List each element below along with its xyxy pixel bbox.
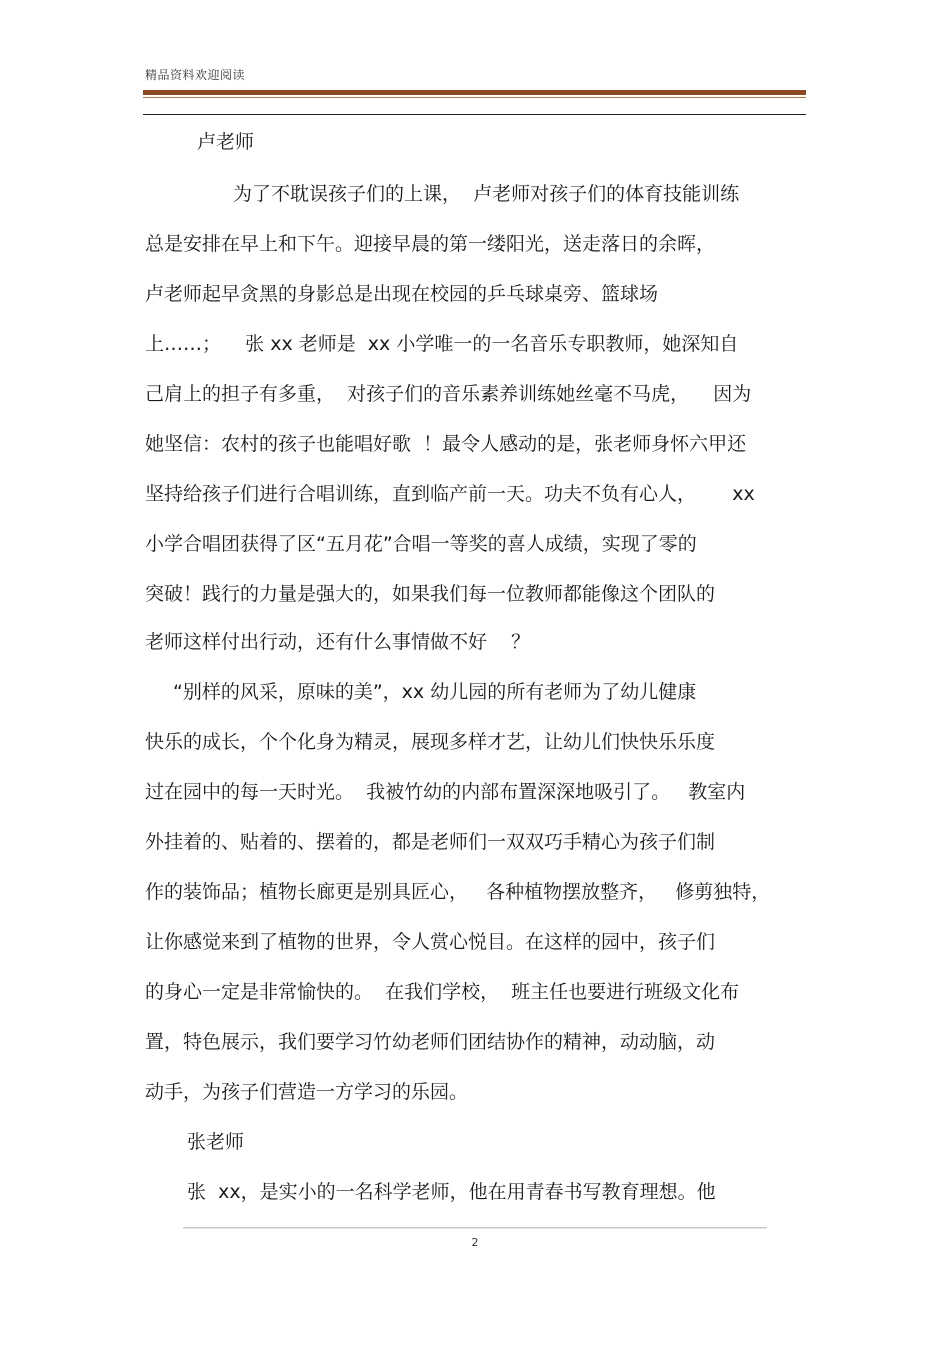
header-divider-thin (143, 97, 806, 98)
paragraph-line: “别样的风采，原味的美”，xx 幼儿园的所有老师为了幼儿健康 (173, 681, 697, 703)
paragraph-line: 己肩上的担子有多重， 对孩子们的音乐素养训练她丝毫不马虎， 因为 (145, 383, 752, 405)
paragraph-line: 外挂着的、贴着的、摆着的，都是老师们一双双巧手精心为孩子们制 (145, 831, 716, 853)
paragraph-line: 的身心一定是非常愉快的。 在我们学校， 班主任也要进行班级文化布 (145, 981, 740, 1003)
paragraph-line: 突破！践行的力量是强大的，如果我们每一位教师都能像这个团队的 (145, 583, 716, 605)
paragraph-line: 总是安排在早上和下午。迎接早晨的第一缕阳光，送走落日的余晖， (145, 233, 716, 255)
header-divider-thick (143, 90, 806, 95)
paragraph-line: 上……； 张 xx 老师是 xx 小学唯一的一名音乐专职教师，她深知自 (145, 333, 739, 355)
paragraph-line: 老师这样付出行动，还有什么事情做不好 ？ (145, 631, 531, 653)
paragraph-line: 置，特色展示，我们要学习竹幼老师们团结协作的精神，动动脑，动 (145, 1031, 716, 1053)
paragraph-line: 过在园中的每一天时光。 我被竹幼的内部布置深深地吸引了。 教室内 (145, 781, 746, 803)
paragraph-line: 张 xx，是实小的一名科学老师，他在用青春书写教育理想。他 (187, 1181, 716, 1203)
paragraph-line: 为了不耽误孩子们的上课， 卢老师对孩子们的体育技能训练 (233, 183, 740, 205)
header-title: 精品资料欢迎阅读 (145, 68, 246, 82)
footer-divider (183, 1227, 767, 1228)
section-heading-lu: 卢老师 (197, 131, 255, 153)
paragraph-line: 小学合唱团获得了区“五月花”合唱一等奖的喜人成绩，实现了零的 (145, 533, 697, 555)
section-heading-zhang: 张老师 (187, 1131, 245, 1153)
paragraph-line: 让你感觉来到了植物的世界，令人赏心悦目。在这样的园中，孩子们 (145, 931, 716, 953)
paragraph-line: 坚持给孩子们进行合唱训练，直到临产前一天。功夫不负有心人， xx (145, 483, 755, 505)
paragraph-line: 快乐的成长，个个化身为精灵，展现多样才艺，让幼儿们快快乐乐度 (145, 731, 716, 753)
page-number: 2 (471, 1236, 479, 1249)
paragraph-line: 动手，为孩子们营造一方学习的乐园。 (145, 1081, 469, 1103)
paragraph-line: 作的装饰品；植物长廊更是别具匠心， 各种植物摆放整齐， 修剪独特， (145, 881, 771, 903)
paragraph-line: 她坚信：农村的孩子也能唱好歌 ！最令人感动的是，张老师身怀六甲还 (145, 433, 747, 455)
content-top-divider (143, 114, 806, 115)
paragraph-line: 卢老师起早贪黑的身影总是出现在校园的乒乓球桌旁、篮球场 (145, 283, 659, 305)
